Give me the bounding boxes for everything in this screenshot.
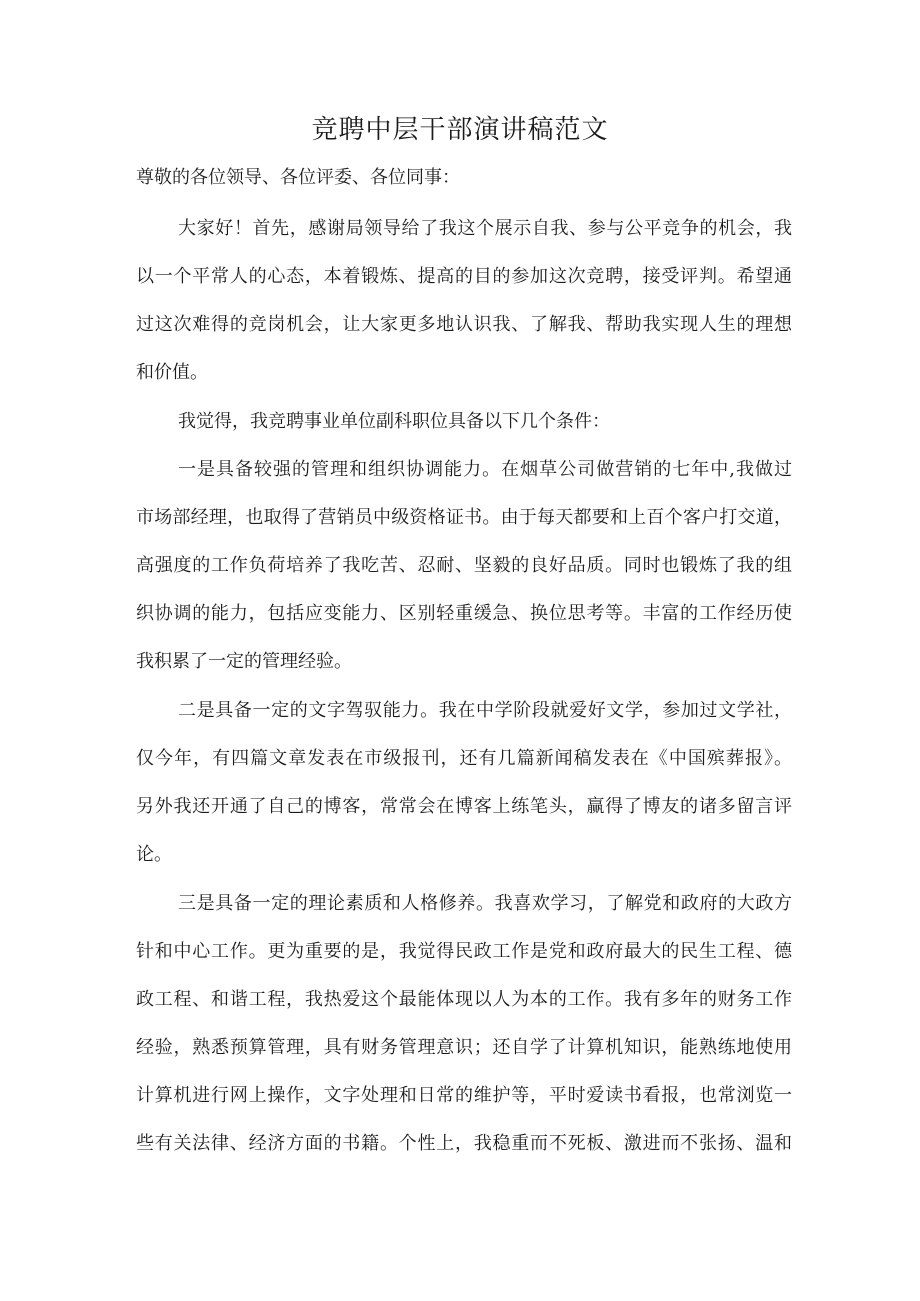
paragraph-line: 经验，熟悉预算管理，具有财务管理意识；还自学了计算机知识，能熟练地使用	[136, 1037, 792, 1058]
paragraph-line: 市场部经理，也取得了营销员中级资格证书。由于每天都要和上百个客户打交道，	[136, 507, 792, 528]
paragraph-line: 织协调的能力，包括应变能力、区别轻重缓急、换位思考等。丰富的工作经历使	[136, 603, 792, 624]
paragraph-line: 以一个平常人的心态，本着锻炼、提高的目的参加这次竞聘，接受评判。希望通	[136, 266, 792, 287]
paragraph-5	[136, 880, 792, 1168]
paragraph-2	[136, 398, 792, 446]
paragraph-line: 和价值。	[136, 362, 208, 383]
paragraph-1	[136, 205, 792, 397]
paragraph-line: 针和中心工作。更为重要的是，我觉得民政工作是党和政府最大的民生工程、德	[136, 941, 792, 962]
paragraph-line: 过这次难得的竞岗机会，让大家更多地认识我、了解我、帮助我实现人生的理想	[136, 314, 792, 335]
paragraph-line: 仅今年，有四篇文章发表在市级报刊，还有几篇新闻稿发表在《中国殡葬报》。	[136, 748, 792, 769]
paragraph-line: 一是具备较强的管理和组织协调能力。在烟草公司做营销的七年中,我做过	[178, 459, 792, 480]
paragraph-4	[136, 687, 792, 879]
paragraph-line: 计算机进行网上操作，文字处理和日常的维护等，平时爱读书看报，也常浏览一	[136, 1085, 792, 1106]
paragraph-line: 论。	[136, 844, 172, 865]
salutation: 尊敬的各位领导、各位评委、各位同事：	[136, 167, 460, 188]
paragraph-3	[136, 446, 792, 686]
paragraph-line: 高强度的工作负荷培养了我吃苦、忍耐、坚毅的良好品质。同时也锻炼了我的组	[136, 555, 792, 576]
paragraph-line: 大家好！首先，感谢局领导给了我这个展示自我、参与公平竞争的机会，我	[178, 218, 792, 239]
paragraph-line: 政工程、和谐工程，我热爱这个最能体现以人为本的工作。我有多年的财务工作	[136, 989, 792, 1010]
paragraph-line: 我积累了一定的管理经验。	[136, 651, 352, 672]
paragraph-line: 三是具备一定的理论素质和人格修养。我喜欢学习，了解党和政府的大政方	[178, 893, 792, 914]
paragraph-line: 另外我还开通了自己的博客，常常会在博客上练笔头，赢得了博友的诸多留言评	[136, 796, 792, 817]
paragraph-line: 些有关法律、经济方面的书籍。个性上，我稳重而不死板、激进而不张扬、温和	[136, 1133, 792, 1154]
paragraph-line: 二是具备一定的文字驾驭能力。我在中学阶段就爱好文学，参加过文学社，	[178, 700, 792, 721]
document-title: 竞聘中层干部演讲稿范文	[311, 115, 609, 145]
paragraph-line: 我觉得，我竞聘事业单位副科职位具备以下几个条件：	[178, 411, 610, 432]
